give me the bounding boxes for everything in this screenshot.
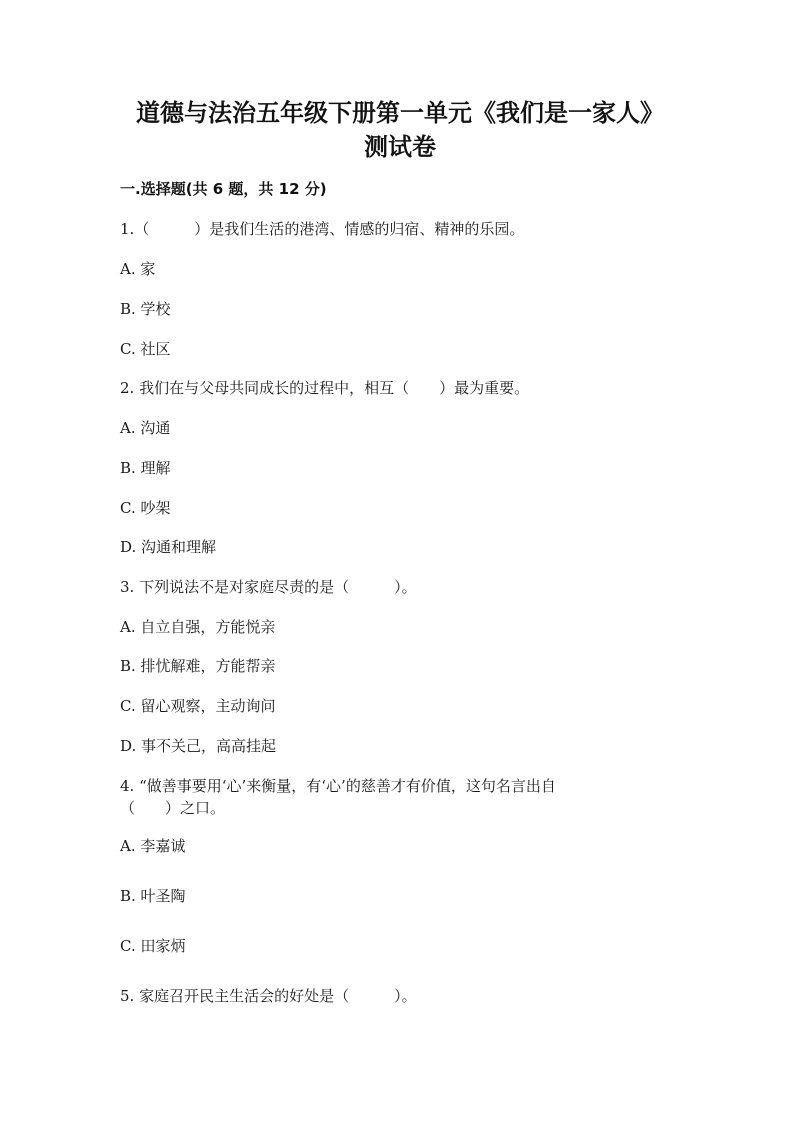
question-3-stem: 3. 下列说法不是对家庭尽责的是（ ）。 [120,578,417,596]
question-1-option-c: C. 社区 [120,340,171,358]
question-4-option-c: C. 田家炳 [120,937,186,955]
question-5-stem: 5. 家庭召开民主生活会的好处是（ ）。 [120,987,417,1005]
question-3-option-d: D. 事不关己，高高挂起 [120,737,277,755]
section-heading: 一.选择题(共 6 题，共 12 分) [120,180,327,198]
question-3-option-b: B. 排忧解难，方能帮亲 [120,657,276,675]
question-4-stem: 4. “做善事要用‘心’来衡量，有‘心’的慈善才有价值，这句名言出自 [120,777,556,795]
question-2-option-d: D. 沟通和理解 [120,538,217,556]
question-2-option-a: A. 沟通 [120,419,171,437]
question-4-option-b: B. 叶圣陶 [120,887,186,905]
question-1-option-a: A. 家 [120,260,156,278]
question-2-option-b: B. 理解 [120,459,171,477]
page-subtitle: 测试卷 [364,133,436,161]
question-2-stem: 2. 我们在与父母共同成长的过程中，相互（ ）最为重要。 [120,379,530,397]
question-3-option-a: A. 自立自强，方能悦亲 [120,618,276,636]
question-4-option-a: A. 李嘉诚 [120,837,186,855]
page-title: 道德与法治五年级下册第一单元《我们是一家人》 [136,99,664,127]
question-1-option-b: B. 学校 [120,300,171,318]
question-4-stem-continued: （ ）之口。 [120,799,226,817]
question-1-stem: 1.（ ）是我们生活的港湾、情感的归宿、精神的乐园。 [120,220,525,238]
question-3-option-c: C. 留心观察，主动询问 [120,697,276,715]
question-2-option-c: C. 吵架 [120,499,171,517]
